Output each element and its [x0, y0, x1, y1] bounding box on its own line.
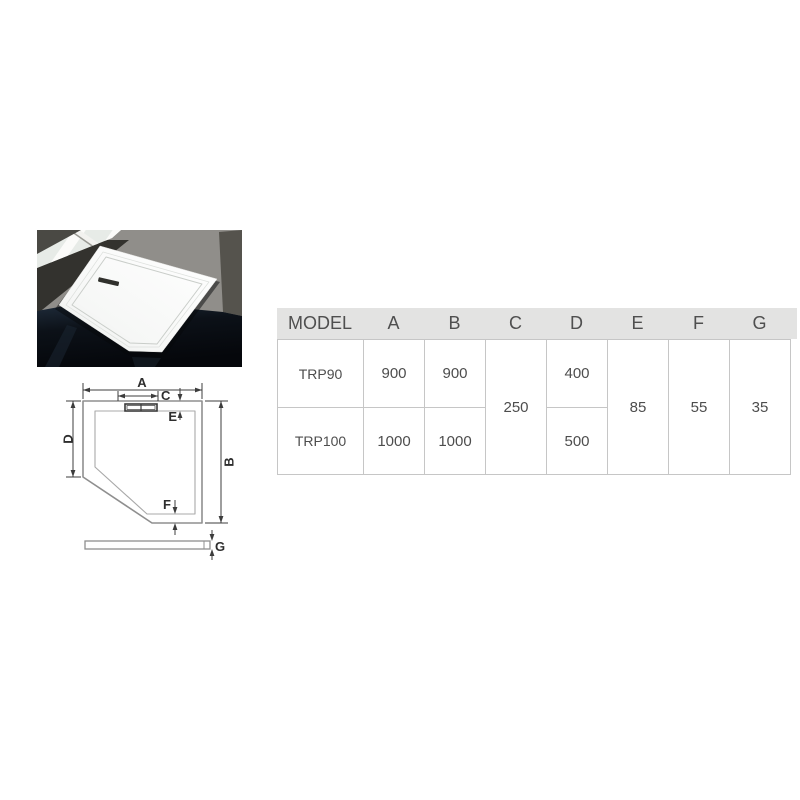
column-header-g: G — [752, 313, 767, 333]
cell-d: 500 — [547, 408, 608, 475]
cell-f-merged: 55 — [669, 340, 730, 475]
column-header-d: D — [570, 313, 583, 333]
dim-label-e: E — [168, 409, 177, 424]
diagram-side-view — [85, 541, 210, 549]
table-header-row — [277, 308, 797, 339]
diagram-outer-outline — [83, 401, 202, 523]
dimension-G — [210, 530, 226, 560]
column-header-a: A — [387, 313, 400, 333]
cell-b: 1000 — [425, 408, 486, 475]
cell-g-merged: 35 — [730, 340, 791, 475]
column-header-b: B — [448, 313, 461, 333]
dimension-B — [205, 401, 237, 523]
table-row-trp90 — [278, 340, 791, 408]
cell-c-merged: 250 — [486, 340, 547, 475]
dim-label-g: G — [215, 539, 226, 554]
column-header-e: E — [631, 313, 644, 333]
cell-model: TRP90 — [278, 340, 364, 408]
cell-e-merged: 85 — [608, 340, 669, 475]
cell-b: 900 — [425, 340, 486, 408]
column-header-model: MODEL — [287, 313, 352, 333]
dimension-A — [83, 375, 202, 399]
dim-label-d: D — [60, 434, 76, 444]
cell-model: TRP100 — [278, 408, 364, 475]
column-header-c: C — [509, 313, 522, 333]
cell-d: 400 — [547, 340, 608, 408]
column-header-f: F — [693, 313, 704, 333]
dim-label-a: A — [137, 375, 147, 390]
dimension-D — [61, 401, 81, 477]
dim-label-f: F — [163, 497, 171, 512]
dimension-F — [163, 497, 177, 535]
diagram-inner-outline — [95, 411, 195, 514]
spec-table — [277, 339, 791, 475]
diagram-drain — [125, 404, 157, 411]
dimension-diagram — [55, 372, 245, 577]
product-photo — [37, 230, 242, 367]
cell-a: 900 — [364, 340, 425, 408]
cell-a: 1000 — [364, 408, 425, 475]
dim-label-b: B — [221, 457, 237, 467]
dim-label-c: C — [161, 388, 171, 403]
dimension-E — [168, 388, 182, 424]
